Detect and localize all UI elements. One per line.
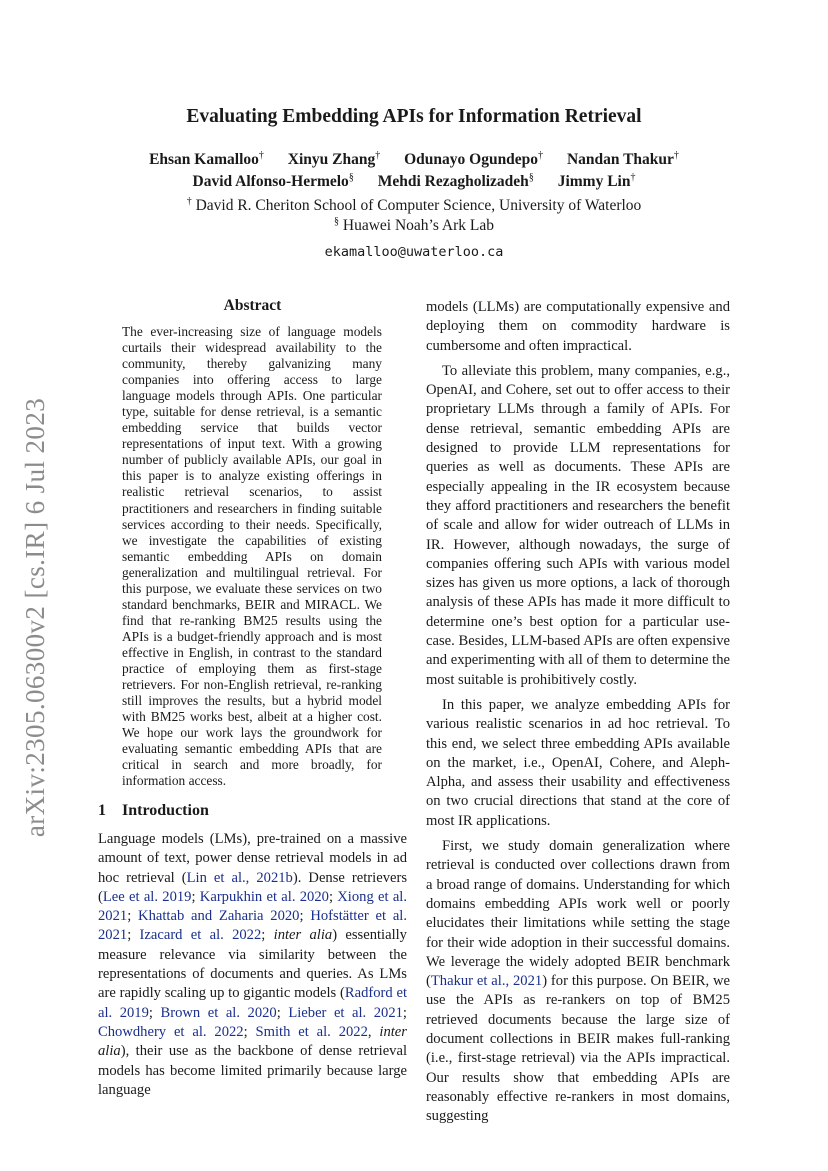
arxiv-stamp (16, 392, 56, 842)
text-span: ; (127, 908, 139, 925)
right-column (426, 298, 730, 1132)
citation-link[interactable]: Lin et al., 2021b (186, 869, 293, 886)
text-span: ; (191, 888, 200, 905)
text-span: inter alia (98, 1023, 407, 1060)
citation-link[interactable]: Smith et al. 2022 (255, 1023, 368, 1040)
arxiv-stamp-text: arXiv:2305.06300v2 [cs.IR] 6 Jul 2023 (20, 397, 51, 837)
intro-paragraph (98, 830, 407, 1100)
text-span: , (367, 1023, 380, 1040)
citation-link[interactable]: Hofstätter et al. 2021 (98, 908, 407, 944)
email-address[interactable]: ekamalloo@uwaterloo.ca (324, 244, 504, 260)
text-span: ) for this purpose. On BEIR, we use the APIs as re-rankers on top of BM25 retrieved documents because the large size of document collections in BEIR makes full-ranking (i.e., first-stage retrieval) via the APIs impractical. Our results show that embedding APIs are reasonably effective re-rankers in most domains, suggesting (426, 973, 731, 1125)
text-span: ; (299, 908, 311, 925)
paper-title: Evaluating Embedding APIs for Information Retrieval (186, 106, 642, 127)
text-span: ; (148, 1004, 161, 1021)
text-span: ). Dense retrievers ( (98, 869, 408, 905)
text-span: ; (261, 927, 274, 944)
affiliation: † David R. Cheriton School of Computer Science, University of Waterloo (186, 196, 642, 215)
text-span: ; (243, 1023, 256, 1040)
text-span: ) essentially measure relevance via similarity between the representations of documents and queries. As LMs are rapidly scaling up to gigantic models ( (98, 927, 407, 1002)
citation-link[interactable]: Chowdhery et al. 2022 (98, 1023, 244, 1040)
author: David Alfonso-Hermelo§ (192, 172, 354, 191)
author: Xinyu Zhang† (287, 150, 381, 169)
text-span: In this paper, we analyze embedding APIs for various realistic scenarios in ad hoc retrieval. To this end, we select three embedding APIs available on the market, i.e., OpenAI, Cohere, and Aleph-Alpha, and assess their usability and effectiveness on two crucial directions that stand at the core of most IR applications. (426, 696, 730, 829)
author: Nandan Thakur† (566, 150, 679, 169)
authors-row-1 (0, 150, 828, 169)
paragraph (426, 298, 730, 356)
citation-link[interactable]: Brown et al. 2020 (160, 1004, 277, 1021)
author: Mehdi Rezagholizadeh§ (377, 172, 534, 191)
citation-link[interactable]: Radford et al. 2019 (98, 985, 408, 1021)
author: Jimmy Lin† (557, 172, 636, 191)
citation-link[interactable]: Karpukhin et al. 2020 (199, 888, 329, 905)
paragraph (426, 362, 730, 690)
text-span: ; (127, 927, 140, 944)
text-span: inter alia (273, 927, 333, 944)
citation-link[interactable]: Thakur et al., 2021 (430, 973, 543, 990)
citation-link[interactable]: Lieber et al. 2021 (288, 1004, 403, 1021)
section-heading (98, 802, 209, 820)
text-span: To alleviate this problem, many companies, e.g., OpenAI, and Cohere, set out to offer access to their proprietary LLMs through a family of APIs. For dense retrieval, semantic embedding APIs are designed to provide LLM representations for queries as well as documents. These APIs are especially appealing in the IR ecosystem because they afford practitioners and researchers the benefit of scale and allow for wider outreach of LLMs in IR. However, although nowadays, the surge of companies offering such APIs with various model sizes has given us more options, a lack of thorough analysis of these APIs has made it more difficult to determine one’s best option for a particular use-case. Besides, LLM-based APIs are often expensive and experimenting with all of them to determine the most suitable is prohibitively costly. (426, 362, 730, 688)
text-span: First, we study domain generalization where retrieval is conducted over collections drawn from a broad range of domains. Understanding for which domains embedding APIs work well or poorly elucidates their limitations while setting the stage for their wide adoption in their successful domains. We leverage the widely adopted BEIR benchmark ( (426, 838, 730, 990)
affiliation: § Huawei Noah’s Ark Lab (334, 216, 494, 235)
text-span: ), their use as the backbone of dense retrieval models has become limited primarily because large language (98, 1043, 407, 1098)
paragraph (426, 696, 730, 831)
citation-link[interactable]: Lee et al. 2019 (102, 888, 192, 905)
author: Odunayo Ogundepo† (404, 150, 544, 169)
section-title: Introduction (122, 802, 209, 819)
text-span: ; (328, 888, 338, 905)
text-span: models (LLMs) are computationally expensive and deploying them on commodity hardware is cumbersome and often impractical. (426, 299, 730, 354)
text-span: ; (402, 1004, 407, 1021)
author: Ehsan Kamalloo† (149, 150, 264, 169)
paragraph (426, 837, 730, 1126)
citation-link[interactable]: Khattab and Zaharia 2020 (138, 908, 300, 925)
citation-link[interactable]: Xiong et al. 2021 (98, 888, 408, 925)
text-span: ; (276, 1004, 289, 1021)
section-number: 1 (98, 802, 106, 819)
citation-link[interactable]: Izacard et al. 2022 (139, 927, 262, 944)
text-span: Language models (LMs), pre-trained on a massive amount of text, power dense retrieval models in ad hoc retrieval ( (98, 831, 407, 886)
abstract-body: The ever-increasing size of language models curtails their widespread availability to the community, thereby galvanizing many companies into offering access to large language models through APIs. One particular type, suitable for dense retrieval, is a semantic embedding service that builds vector representations of input text. With a growing number of publicly available APIs, our goal in this paper is to analyze existing offerings in realistic retrieval scenarios, to assist practitioners and researchers in finding suitable services according to their needs. Specifically, we investigate the capabilities of existing semantic embedding APIs on domain generalization and multilingual retrieval. For this purpose, we evaluate these services on two standard benchmarks, BEIR and MIRACL. We find that re-ranking BM25 results using the APIs is a budget-friendly approach and is most effective in English, in contrast to the standard practice of employing them as first-stage retrievers. For non-English retrieval, re-ranking still improves the results, but a hybrid model with BM25 works best, albeit at a higher cost. We hope our work lays the groundwork for evaluating semantic embedding APIs that are critical in search and more broadly, for information access. (122, 324, 382, 789)
authors-row-2 (0, 172, 828, 191)
abstract-heading: Abstract (223, 297, 282, 314)
